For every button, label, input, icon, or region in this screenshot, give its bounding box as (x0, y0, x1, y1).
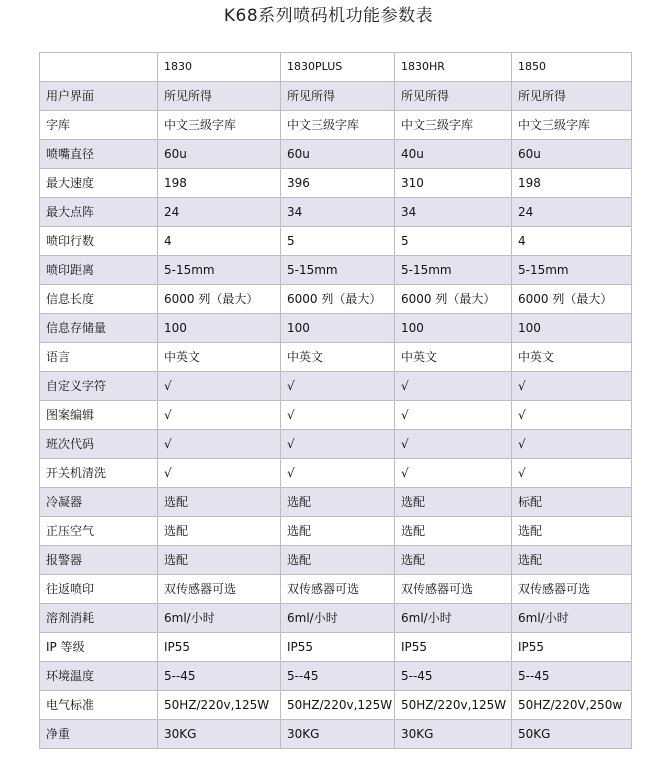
row-label-cell: 环境温度 (40, 662, 158, 691)
value-cell: 中文三级字库 (512, 111, 632, 140)
table-row (40, 169, 632, 198)
table-row (40, 459, 632, 488)
value-cell: 6ml/小时 (158, 604, 281, 633)
value-cell: 选配 (158, 517, 281, 546)
row-label-cell: 字库 (40, 111, 158, 140)
table-row (40, 256, 632, 285)
table-row (40, 430, 632, 459)
value-cell: 60u (281, 140, 395, 169)
value-cell: √ (512, 372, 632, 401)
value-cell: 双传感器可选 (281, 575, 395, 604)
row-label-cell: 自定义字符 (40, 372, 158, 401)
value-cell: 50HZ/220v,125W (158, 691, 281, 720)
row-label-cell: IP 等级 (40, 633, 158, 662)
value-cell: 5-15mm (395, 256, 512, 285)
value-cell: √ (395, 401, 512, 430)
value-cell: 60u (512, 140, 632, 169)
value-cell: 310 (395, 169, 512, 198)
value-cell: √ (158, 401, 281, 430)
table-row (40, 198, 632, 227)
table-row (40, 372, 632, 401)
value-cell: 选配 (395, 488, 512, 517)
header-model-cell: 1850 (512, 53, 632, 82)
table-row (40, 314, 632, 343)
value-cell: 选配 (158, 488, 281, 517)
table-row (40, 285, 632, 314)
value-cell: 24 (512, 198, 632, 227)
value-cell: 60u (158, 140, 281, 169)
row-label-cell: 最大速度 (40, 169, 158, 198)
value-cell: 所见所得 (512, 82, 632, 111)
table-row (40, 82, 632, 111)
page-title: K68系列喷码机功能参数表 (223, 6, 434, 26)
row-label-cell: 喷印距离 (40, 256, 158, 285)
value-cell: 24 (158, 198, 281, 227)
value-cell: 40u (395, 140, 512, 169)
value-cell: 30KG (395, 720, 512, 749)
value-cell: 所见所得 (158, 82, 281, 111)
spec-table-body (40, 53, 632, 749)
table-row (40, 575, 632, 604)
value-cell: 100 (281, 314, 395, 343)
value-cell: 5--45 (395, 662, 512, 691)
value-cell: 30KG (158, 720, 281, 749)
value-cell: 5 (281, 227, 395, 256)
value-cell: √ (512, 459, 632, 488)
value-cell: 100 (512, 314, 632, 343)
value-cell: 5--45 (281, 662, 395, 691)
value-cell: √ (158, 430, 281, 459)
row-label-cell: 用户界面 (40, 82, 158, 111)
spec-table (39, 52, 632, 749)
row-label-cell: 电气标准 (40, 691, 158, 720)
value-cell: √ (395, 372, 512, 401)
value-cell: 100 (395, 314, 512, 343)
value-cell: IP55 (395, 633, 512, 662)
value-cell: 6ml/小时 (512, 604, 632, 633)
value-cell: 中英文 (158, 343, 281, 372)
value-cell: 选配 (395, 517, 512, 546)
header-model-cell: 1830 (158, 53, 281, 82)
value-cell: 396 (281, 169, 395, 198)
table-row (40, 401, 632, 430)
value-cell: IP55 (158, 633, 281, 662)
header-model-cell: 1830HR (395, 53, 512, 82)
table-header-row (40, 53, 632, 82)
row-label-cell: 往返喷印 (40, 575, 158, 604)
value-cell: √ (512, 430, 632, 459)
table-row (40, 227, 632, 256)
value-cell: 双传感器可选 (512, 575, 632, 604)
value-cell: 选配 (395, 546, 512, 575)
value-cell: √ (281, 372, 395, 401)
table-row (40, 488, 632, 517)
value-cell: 6000 列（最大） (281, 285, 395, 314)
value-cell: 198 (158, 169, 281, 198)
value-cell: 5--45 (158, 662, 281, 691)
value-cell: 中英文 (512, 343, 632, 372)
value-cell: 6ml/小时 (281, 604, 395, 633)
row-label-cell: 冷凝器 (40, 488, 158, 517)
value-cell: 4 (512, 227, 632, 256)
value-cell: 6000 列（最大） (395, 285, 512, 314)
table-row (40, 720, 632, 749)
value-cell: 34 (281, 198, 395, 227)
value-cell: 50HZ/220v,125W (281, 691, 395, 720)
value-cell: 50HZ/220V,250w (512, 691, 632, 720)
value-cell: 选配 (512, 546, 632, 575)
value-cell: 中文三级字库 (395, 111, 512, 140)
value-cell: 选配 (281, 488, 395, 517)
value-cell: 50KG (512, 720, 632, 749)
table-row (40, 691, 632, 720)
row-label-cell: 信息存储量 (40, 314, 158, 343)
table-row (40, 546, 632, 575)
value-cell: 5 (395, 227, 512, 256)
value-cell: 中文三级字库 (158, 111, 281, 140)
value-cell: √ (395, 459, 512, 488)
table-row (40, 633, 632, 662)
table-row (40, 517, 632, 546)
row-label-cell: 信息长度 (40, 285, 158, 314)
value-cell: 5-15mm (512, 256, 632, 285)
value-cell: 中英文 (395, 343, 512, 372)
row-label-cell: 溶剂消耗 (40, 604, 158, 633)
value-cell: 4 (158, 227, 281, 256)
value-cell: 6000 列（最大） (512, 285, 632, 314)
value-cell: 双传感器可选 (395, 575, 512, 604)
value-cell: 6ml/小时 (395, 604, 512, 633)
header-model-cell: 1830PLUS (281, 53, 395, 82)
table-row (40, 111, 632, 140)
value-cell: 中文三级字库 (281, 111, 395, 140)
value-cell: 双传感器可选 (158, 575, 281, 604)
row-label-cell: 正压空气 (40, 517, 158, 546)
value-cell: 6000 列（最大） (158, 285, 281, 314)
value-cell: 30KG (281, 720, 395, 749)
row-label-cell: 报警器 (40, 546, 158, 575)
value-cell: √ (512, 401, 632, 430)
table-row (40, 662, 632, 691)
row-label-cell: 开关机清洗 (40, 459, 158, 488)
value-cell: IP55 (512, 633, 632, 662)
value-cell: √ (395, 430, 512, 459)
value-cell: 100 (158, 314, 281, 343)
value-cell: √ (281, 459, 395, 488)
value-cell: 选配 (281, 517, 395, 546)
value-cell: √ (281, 401, 395, 430)
table-row (40, 343, 632, 372)
value-cell: √ (281, 430, 395, 459)
header-corner-cell (40, 53, 158, 82)
value-cell: √ (158, 459, 281, 488)
value-cell: 中英文 (281, 343, 395, 372)
value-cell: 选配 (512, 517, 632, 546)
value-cell: 5-15mm (281, 256, 395, 285)
row-label-cell: 最大点阵 (40, 198, 158, 227)
row-label-cell: 净重 (40, 720, 158, 749)
table-row (40, 140, 632, 169)
value-cell: 198 (512, 169, 632, 198)
value-cell: 34 (395, 198, 512, 227)
value-cell: 50HZ/220v,125W (395, 691, 512, 720)
value-cell: 标配 (512, 488, 632, 517)
row-label-cell: 喷印行数 (40, 227, 158, 256)
table-row (40, 604, 632, 633)
row-label-cell: 语言 (40, 343, 158, 372)
value-cell: IP55 (281, 633, 395, 662)
value-cell: 选配 (158, 546, 281, 575)
value-cell: 5--45 (512, 662, 632, 691)
value-cell: √ (158, 372, 281, 401)
value-cell: 所见所得 (281, 82, 395, 111)
row-label-cell: 喷嘴直径 (40, 140, 158, 169)
row-label-cell: 图案编辑 (40, 401, 158, 430)
value-cell: 选配 (281, 546, 395, 575)
row-label-cell: 班次代码 (40, 430, 158, 459)
value-cell: 所见所得 (395, 82, 512, 111)
value-cell: 5-15mm (158, 256, 281, 285)
